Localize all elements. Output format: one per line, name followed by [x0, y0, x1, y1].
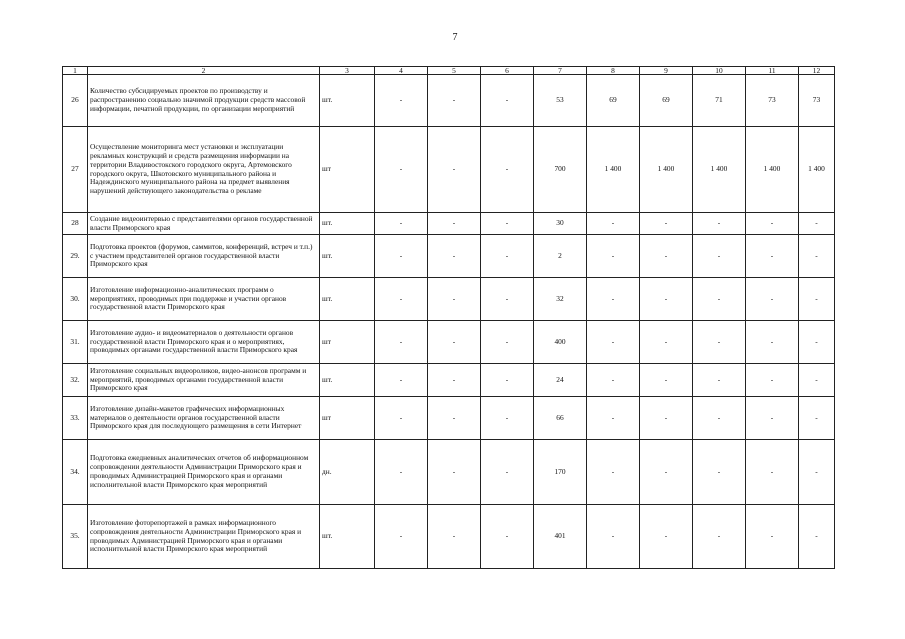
header-cell: 5	[428, 67, 481, 75]
header-cell: 12	[799, 67, 835, 75]
value-cell: -	[799, 364, 835, 397]
row-description: Создание видеоинтервью с представителями органов государственной власти Приморского края	[88, 213, 320, 235]
value-cell: -	[375, 127, 428, 213]
value-cell: -	[375, 364, 428, 397]
value-cell: 73	[746, 75, 799, 127]
value-cell: -	[481, 127, 534, 213]
value-cell: -	[375, 235, 428, 278]
row-number: 28	[63, 213, 88, 235]
value-cell: 700	[534, 127, 587, 213]
value-cell: -	[587, 364, 640, 397]
value-cell: -	[428, 364, 481, 397]
value-cell: -	[746, 440, 799, 505]
row-number: 34.	[63, 440, 88, 505]
table-row	[63, 440, 835, 505]
value-cell: -	[799, 321, 835, 364]
row-unit: шт.	[320, 75, 375, 127]
page-number: 7	[452, 32, 458, 43]
value-cell: -	[428, 235, 481, 278]
value-cell: 1 400	[799, 127, 835, 213]
row-description: Изготовление дизайн-макетов графических информационных материалов о деятельности органов государственной власти Приморского края для последующего размещения в сети Интернет	[88, 397, 320, 440]
header-row	[63, 67, 835, 75]
row-unit: шт	[320, 321, 375, 364]
value-cell: -	[428, 440, 481, 505]
value-cell: -	[481, 235, 534, 278]
value-cell: -	[693, 213, 746, 235]
value-cell: 401	[534, 505, 587, 569]
row-number: 32.	[63, 364, 88, 397]
row-description: Подготовка проектов (форумов, саммитов, конференций, встреч и т.п.) с участием представителей органов государственной власти Приморского края	[88, 235, 320, 278]
value-cell: -	[693, 321, 746, 364]
header-cell: 3	[320, 67, 375, 75]
value-cell: -	[587, 440, 640, 505]
value-cell: -	[640, 397, 693, 440]
value-cell: -	[799, 213, 835, 235]
value-cell: 1 400	[587, 127, 640, 213]
value-cell: 1 400	[746, 127, 799, 213]
row-number: 33.	[63, 397, 88, 440]
row-description: Подготовка ежедневных аналитических отчетов об информационном сопровождении деятельности Администрации Приморского края и проводимых Администрацией Приморского края и органами исполнительной власти Приморского края мероприятий	[88, 440, 320, 505]
header-cell: 4	[375, 67, 428, 75]
value-cell: 73	[799, 75, 835, 127]
value-cell: -	[428, 127, 481, 213]
value-cell: -	[481, 364, 534, 397]
value-cell: -	[693, 278, 746, 321]
value-cell: 69	[640, 75, 693, 127]
value-cell: 1 400	[693, 127, 746, 213]
value-cell: -	[428, 278, 481, 321]
row-unit: дн.	[320, 440, 375, 505]
value-cell: -	[428, 505, 481, 569]
value-cell: -	[428, 397, 481, 440]
header-cell: 2	[88, 67, 320, 75]
value-cell: -	[375, 321, 428, 364]
value-cell: -	[375, 505, 428, 569]
value-cell: -	[481, 278, 534, 321]
row-description: Изготовление социальных видеороликов, видео-анонсов программ и мероприятий, проводимых органами государственной власти Приморского края	[88, 364, 320, 397]
row-unit: шт.	[320, 364, 375, 397]
value-cell: 30	[534, 213, 587, 235]
header-cell: 9	[640, 67, 693, 75]
value-cell: -	[693, 440, 746, 505]
row-number: 27	[63, 127, 88, 213]
value-cell: -	[640, 321, 693, 364]
table-row	[63, 278, 835, 321]
table-row	[63, 127, 835, 213]
value-cell: -	[587, 278, 640, 321]
row-number: 26	[63, 75, 88, 127]
row-description: Изготовление информационно-аналитических программ о мероприятиях, проводимых при поддержке и участии органов государственной власти Приморского края	[88, 278, 320, 321]
value-cell: -	[799, 278, 835, 321]
value-cell: -	[428, 213, 481, 235]
value-cell: -	[746, 235, 799, 278]
value-cell: -	[640, 505, 693, 569]
header-cell: 11	[746, 67, 799, 75]
value-cell: -	[746, 397, 799, 440]
row-unit: шт.	[320, 213, 375, 235]
value-cell: -	[481, 213, 534, 235]
value-cell: -	[693, 364, 746, 397]
value-cell: -	[587, 397, 640, 440]
row-description: Изготовление аудио- и видеоматериалов о деятельности органов государственной власти Приморского края и о мероприятиях, проводимых органами государственной власти Приморского края	[88, 321, 320, 364]
header-cell: 7	[534, 67, 587, 75]
table-row	[63, 364, 835, 397]
value-cell: 66	[534, 397, 587, 440]
value-cell: 2	[534, 235, 587, 278]
value-cell: -	[746, 321, 799, 364]
row-description: Осуществление мониторинга мест установки и эксплуатации рекламных конструкций и средств размещения информации на территории Владивостокского городского округа, Артемовского городского округа, Шкотовского муниципального района и Надеждинского муниципального района на предмет выявления нарушений действующего законодательства о рекламе	[88, 127, 320, 213]
row-number: 31.	[63, 321, 88, 364]
value-cell: -	[746, 278, 799, 321]
row-unit: шт.	[320, 278, 375, 321]
value-cell: -	[799, 505, 835, 569]
row-number: 30.	[63, 278, 88, 321]
value-cell: 32	[534, 278, 587, 321]
value-cell: -	[693, 397, 746, 440]
value-cell: -	[587, 213, 640, 235]
value-cell: -	[375, 440, 428, 505]
value-cell: -	[481, 397, 534, 440]
table-row	[63, 75, 835, 127]
value-cell: -	[375, 213, 428, 235]
value-cell: -	[640, 235, 693, 278]
value-cell: -	[693, 505, 746, 569]
table-row	[63, 213, 835, 235]
value-cell: -	[375, 278, 428, 321]
value-cell: -	[587, 235, 640, 278]
table-row	[63, 397, 835, 440]
value-cell: -	[746, 505, 799, 569]
header-cell: 8	[587, 67, 640, 75]
value-cell: 170	[534, 440, 587, 505]
value-cell: 71	[693, 75, 746, 127]
value-cell: -	[428, 321, 481, 364]
value-cell: -	[428, 75, 481, 127]
table-row	[63, 321, 835, 364]
value-cell: 24	[534, 364, 587, 397]
value-cell: -	[640, 364, 693, 397]
value-cell: 400	[534, 321, 587, 364]
value-cell: 1 400	[640, 127, 693, 213]
value-cell: 69	[587, 75, 640, 127]
value-cell: -	[799, 440, 835, 505]
value-cell: -	[481, 505, 534, 569]
value-cell: -	[587, 321, 640, 364]
value-cell: -	[481, 440, 534, 505]
value-cell: -	[375, 397, 428, 440]
value-cell: -	[799, 235, 835, 278]
table-row	[63, 235, 835, 278]
value-cell: -	[587, 505, 640, 569]
value-cell: -	[746, 364, 799, 397]
indicators-table	[62, 66, 835, 569]
header-cell: 1	[63, 67, 88, 75]
value-cell: -	[640, 213, 693, 235]
row-unit: шт	[320, 127, 375, 213]
row-number: 29.	[63, 235, 88, 278]
value-cell: -	[640, 440, 693, 505]
value-cell: -	[799, 397, 835, 440]
header-cell: 10	[693, 67, 746, 75]
row-number: 35.	[63, 505, 88, 569]
value-cell: -	[375, 75, 428, 127]
value-cell: -	[693, 235, 746, 278]
value-cell: -	[640, 278, 693, 321]
row-description: Изготовление фоторепортажей в рамках информационного сопровождения деятельности Администрации Приморского края и проводимых Администрацией Приморского края и органами исполнительной власти Приморского края мероприятий	[88, 505, 320, 569]
row-description: Количество субсидируемых проектов по производству и распространению социально значимой продукции средств массовой информации, печатной продукции, по организации мероприятий	[88, 75, 320, 127]
header-cell: 6	[481, 67, 534, 75]
row-unit: шт.	[320, 505, 375, 569]
value-cell: -	[481, 75, 534, 127]
value-cell: -	[746, 213, 799, 235]
row-unit: шт.	[320, 235, 375, 278]
row-unit: шт	[320, 397, 375, 440]
table-row	[63, 505, 835, 569]
value-cell: -	[481, 321, 534, 364]
value-cell: 53	[534, 75, 587, 127]
